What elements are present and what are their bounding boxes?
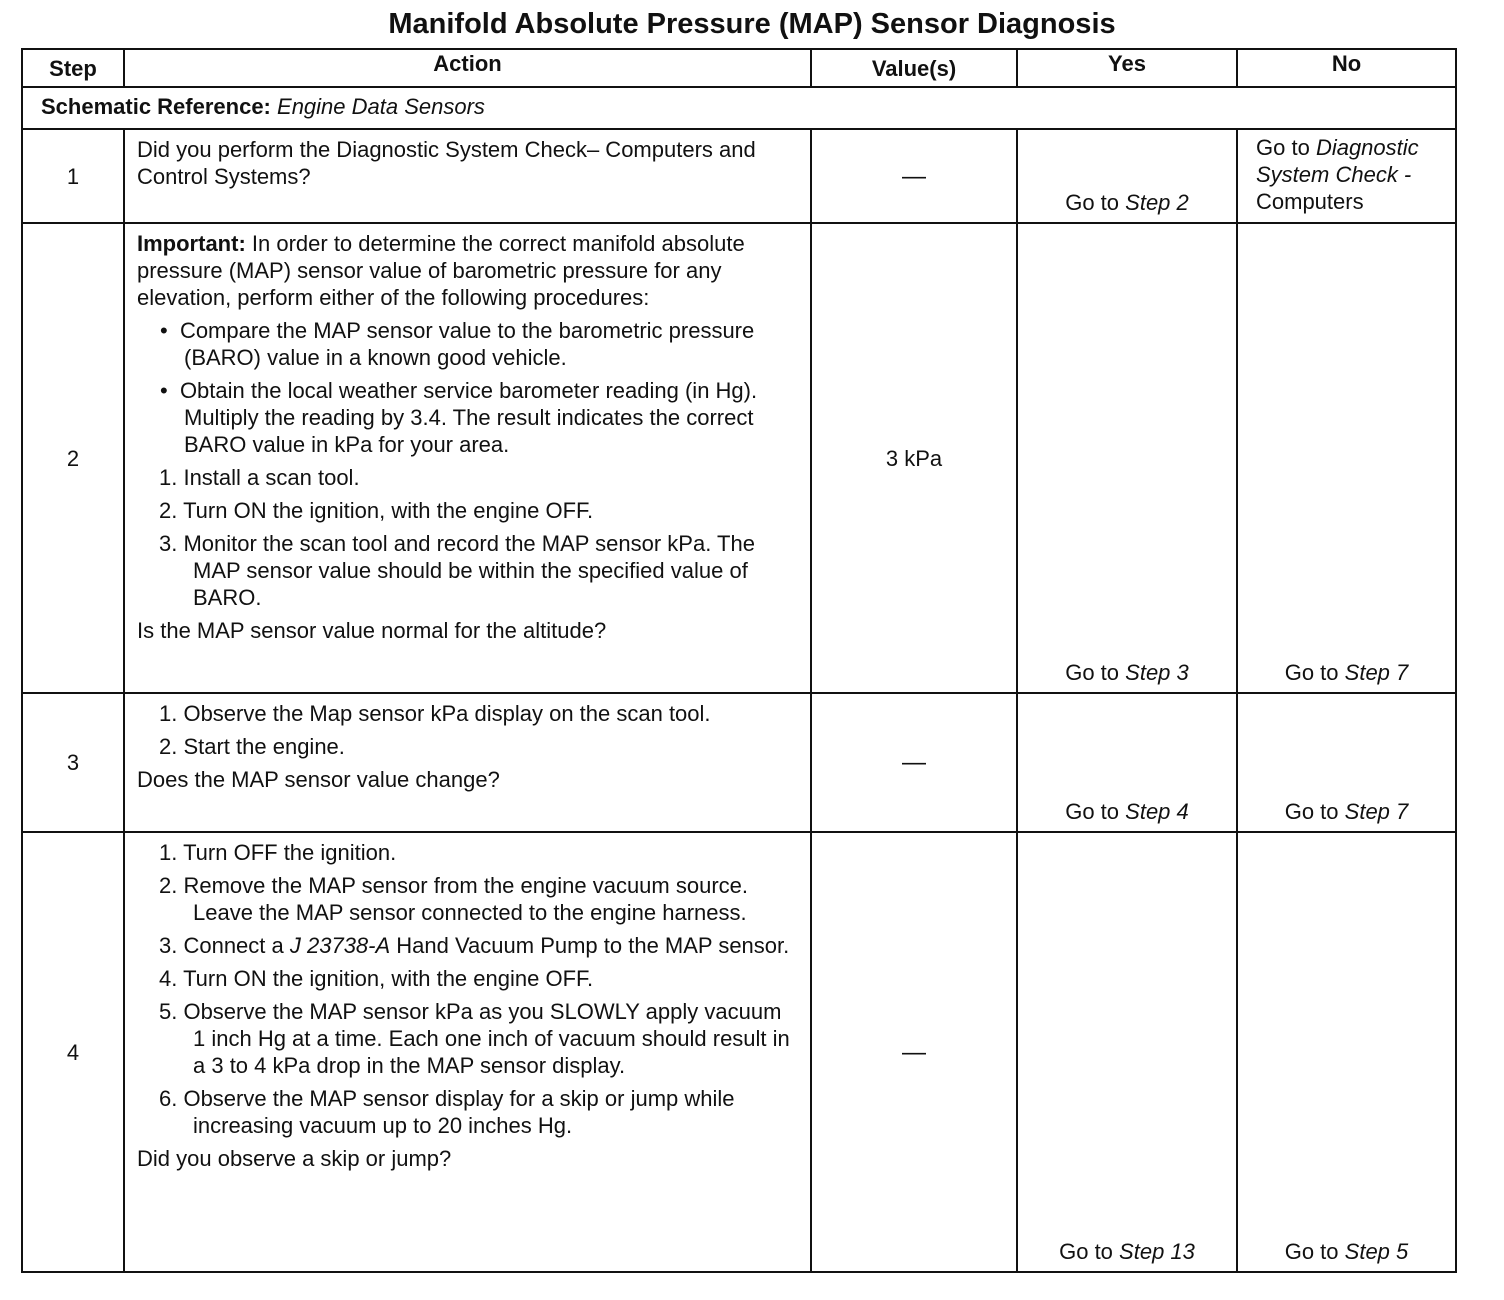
schematic-value: Engine Data Sensors <box>277 94 485 119</box>
value-text: — <box>902 162 926 190</box>
important-note <box>137 230 798 311</box>
procedure-step: 1. Install a scan tool. <box>159 465 360 490</box>
header-step: Step <box>22 49 124 87</box>
no-prefix: Go to <box>1284 799 1339 824</box>
no-cell <box>1237 693 1456 832</box>
yes-cell <box>1017 129 1237 223</box>
value-text: — <box>902 749 926 776</box>
procedure-step: 4. Turn ON the ignition, with the engine OFF. <box>159 966 594 991</box>
yes-target: Step 4 <box>1125 799 1189 824</box>
yes-prefix: Go to <box>1065 190 1120 215</box>
action-cell <box>124 832 811 1272</box>
step-number: 3 <box>22 693 124 832</box>
important-label: Important: <box>137 231 246 256</box>
value-cell <box>811 693 1017 832</box>
table-header-row <box>22 49 1456 87</box>
yes-target: Step 3 <box>1125 660 1189 685</box>
value-cell <box>811 129 1017 223</box>
value-cell: 3 kPa <box>811 223 1017 693</box>
procedure-step: 1. Turn OFF the ignition. <box>159 840 397 865</box>
procedure-step: 6. Observe the MAP sensor display for a skip or jump while increasing vacuum up to 20 inches Hg. <box>159 1086 735 1138</box>
question-text: Is the MAP sensor value normal for the altitude? <box>137 618 607 643</box>
value-cell <box>811 832 1017 1272</box>
yes-cell <box>1017 832 1237 1272</box>
yes-prefix: Go to <box>1059 1239 1113 1264</box>
header-action: Action <box>124 49 811 87</box>
bullet-item: • Obtain the local weather service barometer reading (in Hg). Multiply the reading by 3.4. The result indicates the correct BARO value in kPa for your area. <box>160 378 758 457</box>
no-prefix: Go to <box>1256 135 1310 160</box>
schematic-reference <box>22 87 1456 129</box>
procedure-step: 2. Turn ON the ignition, with the engine OFF. <box>159 498 594 523</box>
step-text: Hand Vacuum Pump to the MAP sensor. <box>396 933 790 958</box>
no-cell <box>1237 223 1456 693</box>
yes-prefix: Go to <box>1065 799 1120 824</box>
no-prefix: Go to <box>1284 1239 1339 1264</box>
question-text: Did you perform the Diagnostic System Check– Computers and Control Systems? <box>137 137 756 189</box>
no-target: Diagnostic System Check - <box>1256 135 1419 187</box>
no-prefix: Go to <box>1284 660 1339 685</box>
procedure-step: 2. Start the engine. <box>159 734 345 759</box>
question-text: Does the MAP sensor value change? <box>137 767 500 792</box>
step-number: 1 <box>22 129 124 223</box>
procedure-step: 2. Remove the MAP sensor from the engine vacuum source. Leave the MAP sensor connected to the engine harness. <box>159 873 748 925</box>
bullet-text: Obtain the local weather service barometer reading (in Hg). Multiply the reading by 3.4. The result indicates the correct BARO value in kPa for your area. <box>179 378 758 457</box>
diagnosis-table <box>21 48 1457 1273</box>
yes-cell <box>1017 223 1237 693</box>
header-no: No <box>1237 49 1456 87</box>
no-suffix: Computers <box>1256 189 1364 214</box>
action-cell <box>124 223 811 693</box>
table-row <box>22 223 1456 693</box>
no-target: Step 5 <box>1344 1239 1409 1264</box>
important-text: In order to determine the correct manifold absolute pressure (MAP) sensor value of barometric pressure for any elevation, perform either of the following procedures: <box>137 231 745 310</box>
yes-target: Step 13 <box>1119 1239 1195 1264</box>
bullet-item: • Compare the MAP sensor value to the barometric pressure (BARO) value in a known good vehicle. <box>160 318 755 370</box>
step-number: 4 <box>22 832 124 1272</box>
page-title: Manifold Absolute Pressure (MAP) Sensor Diagnosis <box>388 8 1116 40</box>
schematic-label: Schematic Reference: <box>41 94 271 119</box>
yes-target: Step 2 <box>1125 190 1189 215</box>
yes-prefix: Go to <box>1065 660 1120 685</box>
no-target: Step 7 <box>1344 660 1409 685</box>
action-cell <box>124 693 811 832</box>
tool-number: J 23738-A <box>289 933 391 958</box>
step-number: 2 <box>22 223 124 693</box>
no-target: Step 7 <box>1344 799 1409 824</box>
step-text: 3. Connect a <box>159 933 284 958</box>
procedure-step: 3. Monitor the scan tool and record the MAP sensor kPa. The MAP sensor value should be within the specified value of BARO. <box>159 531 755 610</box>
yes-cell <box>1017 693 1237 832</box>
procedure-step <box>137 932 798 959</box>
bullet-text: Compare the MAP sensor value to the barometric pressure (BARO) value in a known good vehicle. <box>179 318 755 370</box>
value-text: — <box>902 1038 926 1066</box>
schematic-row <box>22 87 1456 129</box>
no-cell <box>1237 129 1456 223</box>
question-text: Did you observe a skip or jump? <box>137 1146 452 1171</box>
table-row <box>22 832 1456 1272</box>
header-values: Value(s) <box>811 49 1017 87</box>
table-row <box>22 129 1456 223</box>
no-cell <box>1237 832 1456 1272</box>
table-row <box>22 693 1456 832</box>
procedure-step: 1. Observe the Map sensor kPa display on the scan tool. <box>159 701 711 726</box>
procedure-step: 5. Observe the MAP sensor kPa as you SLOWLY apply vacuum 1 inch Hg at a time. Each one inch of vacuum should result in a 3 to 4 kPa drop in the MAP sensor display. <box>159 999 790 1078</box>
header-yes: Yes <box>1017 49 1237 87</box>
action-cell <box>124 129 811 223</box>
